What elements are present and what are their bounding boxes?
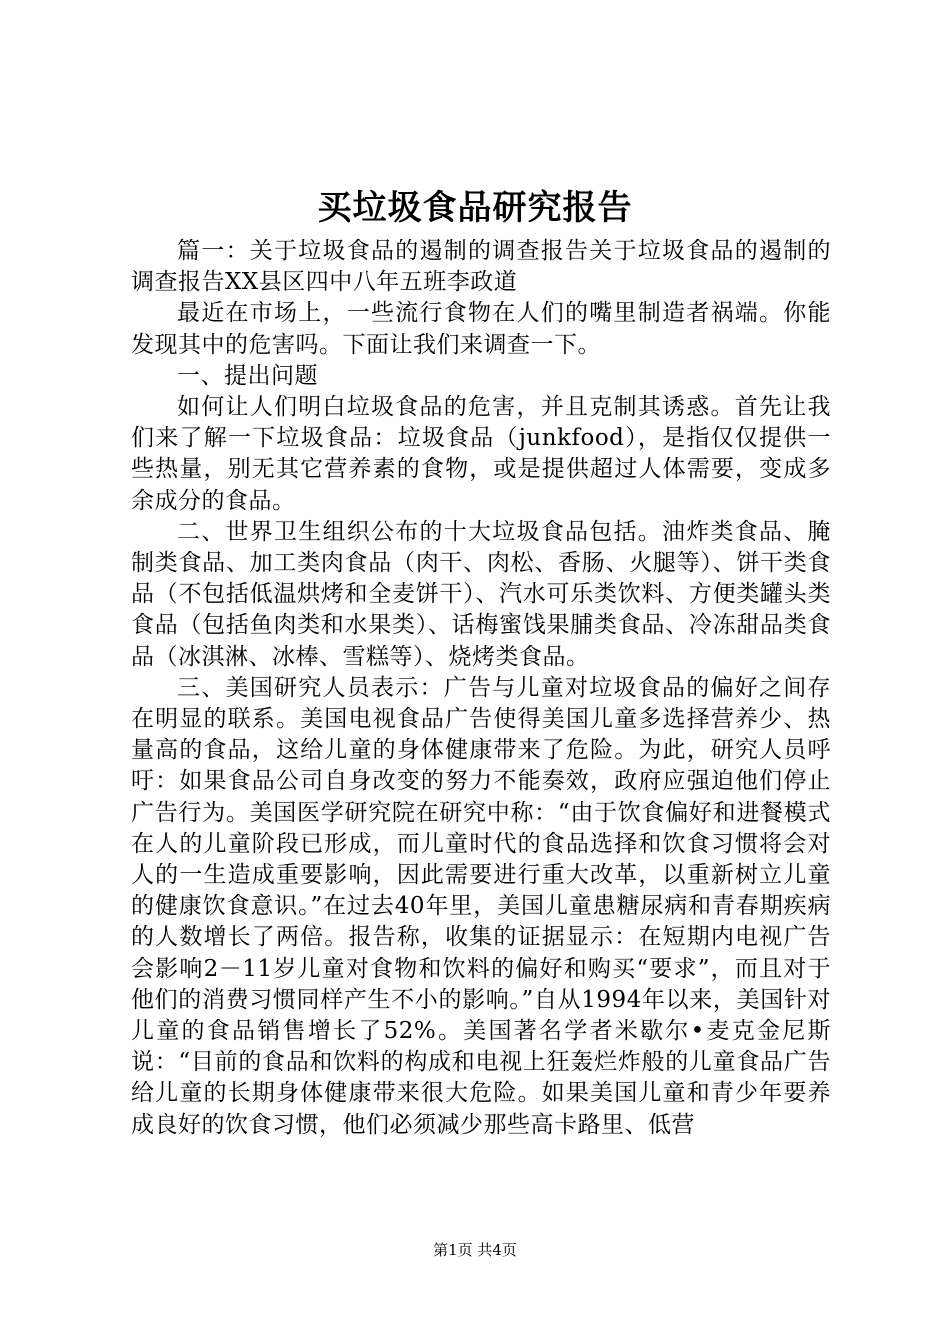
document-body xyxy=(131,236,831,1141)
paragraph-market: 最近在市场上，一些流行食物在人们的嘴里制造者祸端。你能发现其中的危害吗。下面让我们来调查一下。 xyxy=(131,300,831,358)
paragraph-who-list: 二、世界卫生组织公布的十大垃圾食品包括。油炸类食品、腌制类食品、加工类肉食品（肉干、肉松、香肠、火腿等）、饼干类食品（不包括低温烘烤和全麦饼干）、汽水可乐类饮料、方便类罐头类食品（包括鱼肉类和水果类）、话梅蜜饯果脯类食品、冷冻甜品类食品（冰淇淋、冰棒、雪糕等）、烧烤类食品。 xyxy=(131,518,831,670)
document-title: 买垃圾食品研究报告 xyxy=(317,188,633,228)
section-heading-question: 一、提出问题 xyxy=(177,362,318,389)
paragraph-intro: 篇一：关于垃圾食品的遏制的调查报告关于垃圾食品的遏制的调查报告XX县区四中八年五班李政道 xyxy=(131,238,831,296)
page-footer: 第1页 共4页 xyxy=(433,1241,517,1259)
paragraph-us-research: 三、美国研究人员表示：广告与儿童对垃圾食品的偏好之间存在明显的联系。美国电视食品广告使得美国儿童多选择营养少、热量高的食品，这给儿童的身体健康带来了危险。为此，研究人员呼吁：如果食品公司自身改变的努力不能奏效，政府应强迫他们停止广告行为。美国医学研究院在研究中称：“由于饮食偏好和进餐模式在人的儿童阶段已形成，而儿童时代的食品选择和饮食习惯将会对人的一生造成重要影响，因此需要进行重大改革，以重新树立儿童的健康饮食意识。”在过去40年里，美国儿童患糖尿病和青春期疾病的人数增长了两倍。报告称，收集的证据显示：在短期内电视广告会影响2－11岁儿童对食物和饮料的偏好和购买“要求”，而且对于他们的消费习惯同样产生不小的影响。”自从1994年以来，美国针对儿童的食品销售增长了52%。美国著名学者米歇尔•麦克金尼斯说：“目前的食品和饮料的构成和电视上狂轰烂炸般的儿童食品广告给儿童的长期身体健康带来很大危险。如果美国儿童和青少年要养成良好的饮食习惯，他们必须减少那些高卡路里、低营 xyxy=(131,674,831,1138)
paragraph-definition: 如何让人们明白垃圾食品的危害，并且克制其诱惑。首先让我们来了解一下垃圾食品：垃圾食品（junkfood），是指仅仅提供一些热量，别无其它营养素的食物，或是提供超过人体需要，变成多余成分的食品。 xyxy=(131,394,831,514)
